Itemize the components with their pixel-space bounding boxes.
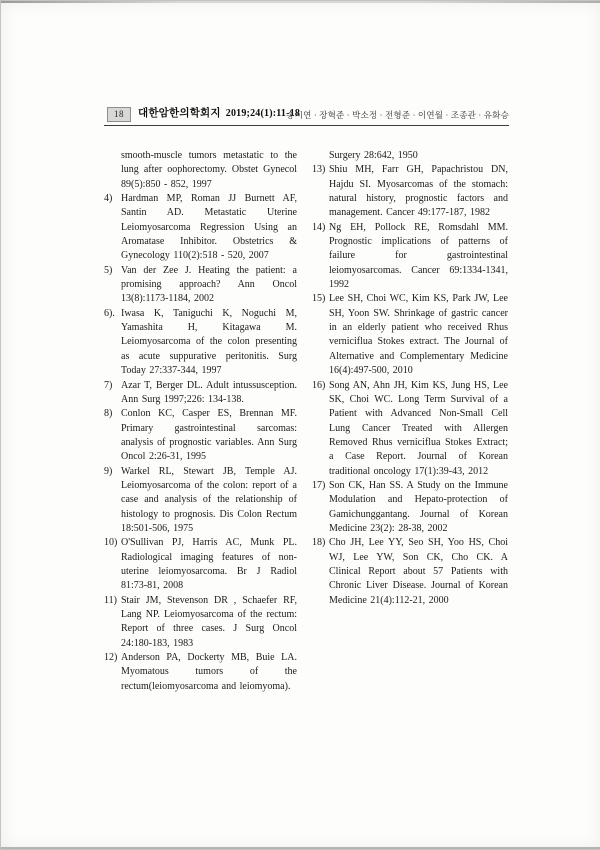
reference-item: [312, 479, 508, 536]
reference-number: 14): [312, 221, 326, 233]
reference-text: Lee SH, Choi WC, Kim KS, Park JW, Lee SH, Yoon SW. Shrinkage of gastric cancer in an elderly patient who received Rhus verniciflua Stokes extract. The Journal of Alternative and Complementary Medicine 16(4):497-500, 2010: [329, 293, 508, 377]
reference-text: Azar T, Berger DL. Adult intussusception. Ann Surg 1997;226: 134-138.: [121, 379, 297, 405]
reference-number: 18): [312, 537, 326, 549]
reference-text: Iwasa K, Taniguchi K, Noguchi M, Yamashita H, Kitagawa M. Leiomyosarcoma of the colon presenting as acute suppurative peritonitis. Surg Today 27:337-344, 1997: [121, 307, 297, 377]
reference-number: 10): [104, 537, 118, 549]
reference-text: Van der Zee J. Heating the patient: a promising approach? Ann Oncol 13(8):1173-1184, 2002: [121, 264, 297, 305]
reference-item: [104, 465, 297, 537]
reference-text: Hardman MP, Roman JJ Burnett AF, Santin AD. Metastatic Uterine Leiomyosarcoma Regression Using an Aromatase Inhibitor. Obstetrics & Gynecology 110(2):518 - 520, 2007: [121, 193, 297, 262]
reference-number: 11): [104, 594, 117, 606]
header-rule: [104, 125, 509, 126]
references-column-right: [312, 149, 508, 608]
scan-edge-top: [1, 1, 600, 3]
reference-text: Conlon KC, Casper ES, Brennan MF. Primary gastrointestinal sarcomas: analysis of prognostic variables. Ann Surg Oncol 2:26-31, 1995: [121, 408, 297, 463]
reference-item: [104, 192, 297, 264]
reference-number: 4): [104, 193, 113, 205]
reference-text: Son CK, Han SS. A Study on the Immune Modulation and Hepato-protection of Gamichunggantang. Journal of Korean Medicine 23(2): 28-38, 2002: [329, 479, 508, 534]
reference-number: 17): [312, 479, 326, 491]
journal-title-line: [138, 106, 300, 122]
header-authors: 송시연 · 장혁준 · 박소정 · 전형준 · 이연월 · 조종관 · 유화승: [286, 110, 509, 120]
reference-number: 12): [104, 652, 118, 664]
reference-text: Anderson PA, Dockerty MB, Buie LA. Myomatous tumors of the rectum(leiomyosarcoma and leiomyoma).: [121, 652, 297, 692]
reference-item: [104, 379, 297, 408]
journal-citation: 2019;24(1):11-18: [225, 108, 301, 119]
reference-text: Surgery 28:642, 1950: [329, 150, 418, 161]
reference-number: 8): [104, 408, 113, 420]
reference-item: [104, 264, 297, 307]
page-header: [104, 106, 509, 124]
reference-item: [312, 149, 508, 163]
reference-item: [104, 536, 297, 593]
journal-title: 대한암한의학회지: [138, 108, 221, 119]
reference-item: [104, 594, 297, 651]
reference-text: smooth-muscle tumors metastatic to the lung after oophorectomy. Obstet Gynecol 89(5):850 - 852, 1997: [121, 150, 297, 190]
reference-item: [104, 149, 297, 192]
reference-item: [312, 292, 508, 378]
reference-text: Cho JH, Lee YY, Seo SH, Yoo HS, Choi WJ, Lee YW, Son CK, Cho CK. A Clinical Report about 57 Patients with Chronic Liver Disease. Journal of Korean Medicine 21(4):112-21, 2000: [329, 537, 508, 606]
reference-text: Ng EH, Pollock RE, Romsdahl MM. Prognostic implications of patterns of failure for gastrointestinal leiomyosarcomas. Cancer 69:1334-1341, 1992: [329, 221, 508, 291]
reference-text: Shiu MH, Farr GH, Papachristou DN, Hajdu SI. Myosarcomas of the stomach: natural history, prognostic factors and management. Cancer 49:177-187, 1982: [329, 164, 508, 219]
scan-edge-bottom: [1, 847, 600, 849]
reference-number: 6).: [104, 307, 115, 319]
reference-number: 16): [312, 379, 326, 391]
reference-number: 9): [104, 465, 113, 477]
reference-item: [312, 536, 508, 608]
references-column-left: [104, 149, 297, 694]
reference-number: 7): [104, 379, 113, 391]
reference-item: [312, 221, 508, 293]
reference-text: O'Sullivan PJ, Harris AC, Munk PL. Radiological imaging features of non-uterine leiomyosarcoma. Br J Radiol 81:73-81, 2008: [121, 537, 297, 592]
reference-number: 15): [312, 293, 326, 305]
reference-item: [104, 651, 297, 694]
reference-text: Song AN, Ahn JH, Kim KS, Jung HS, Lee SK, Choi WC. Long Term Survival of a Patient with Advanced Non-Small Cell Lung Cancer Treated with Allergen Removed Rhus verniciflua Stokes Extract; a Case Report. Journal of Korean traditional oncology 17(1):39-43, 2012: [329, 379, 508, 477]
reference-item: [312, 379, 508, 479]
reference-item: [312, 163, 508, 220]
reference-number: 13): [312, 164, 326, 176]
reference-item: [104, 307, 297, 379]
reference-text: Warkel RL, Stewart JB, Temple AJ. Leiomyosarcoma of the colon: report of a case and analysis of the relationship of histology to prognosis. Dis Colon Rectum 18:501-506, 1975: [121, 465, 297, 534]
reference-number: 5): [104, 264, 113, 276]
reference-text: Stair JM, Stevenson DR , Schaefer RF, Lang NP. Leiomyosarcoma of the rectum: Report of three cases. J Surg Oncol 24:180-183, 1983: [121, 594, 297, 649]
reference-item: [104, 407, 297, 464]
page-number-badge: 18: [107, 107, 131, 122]
